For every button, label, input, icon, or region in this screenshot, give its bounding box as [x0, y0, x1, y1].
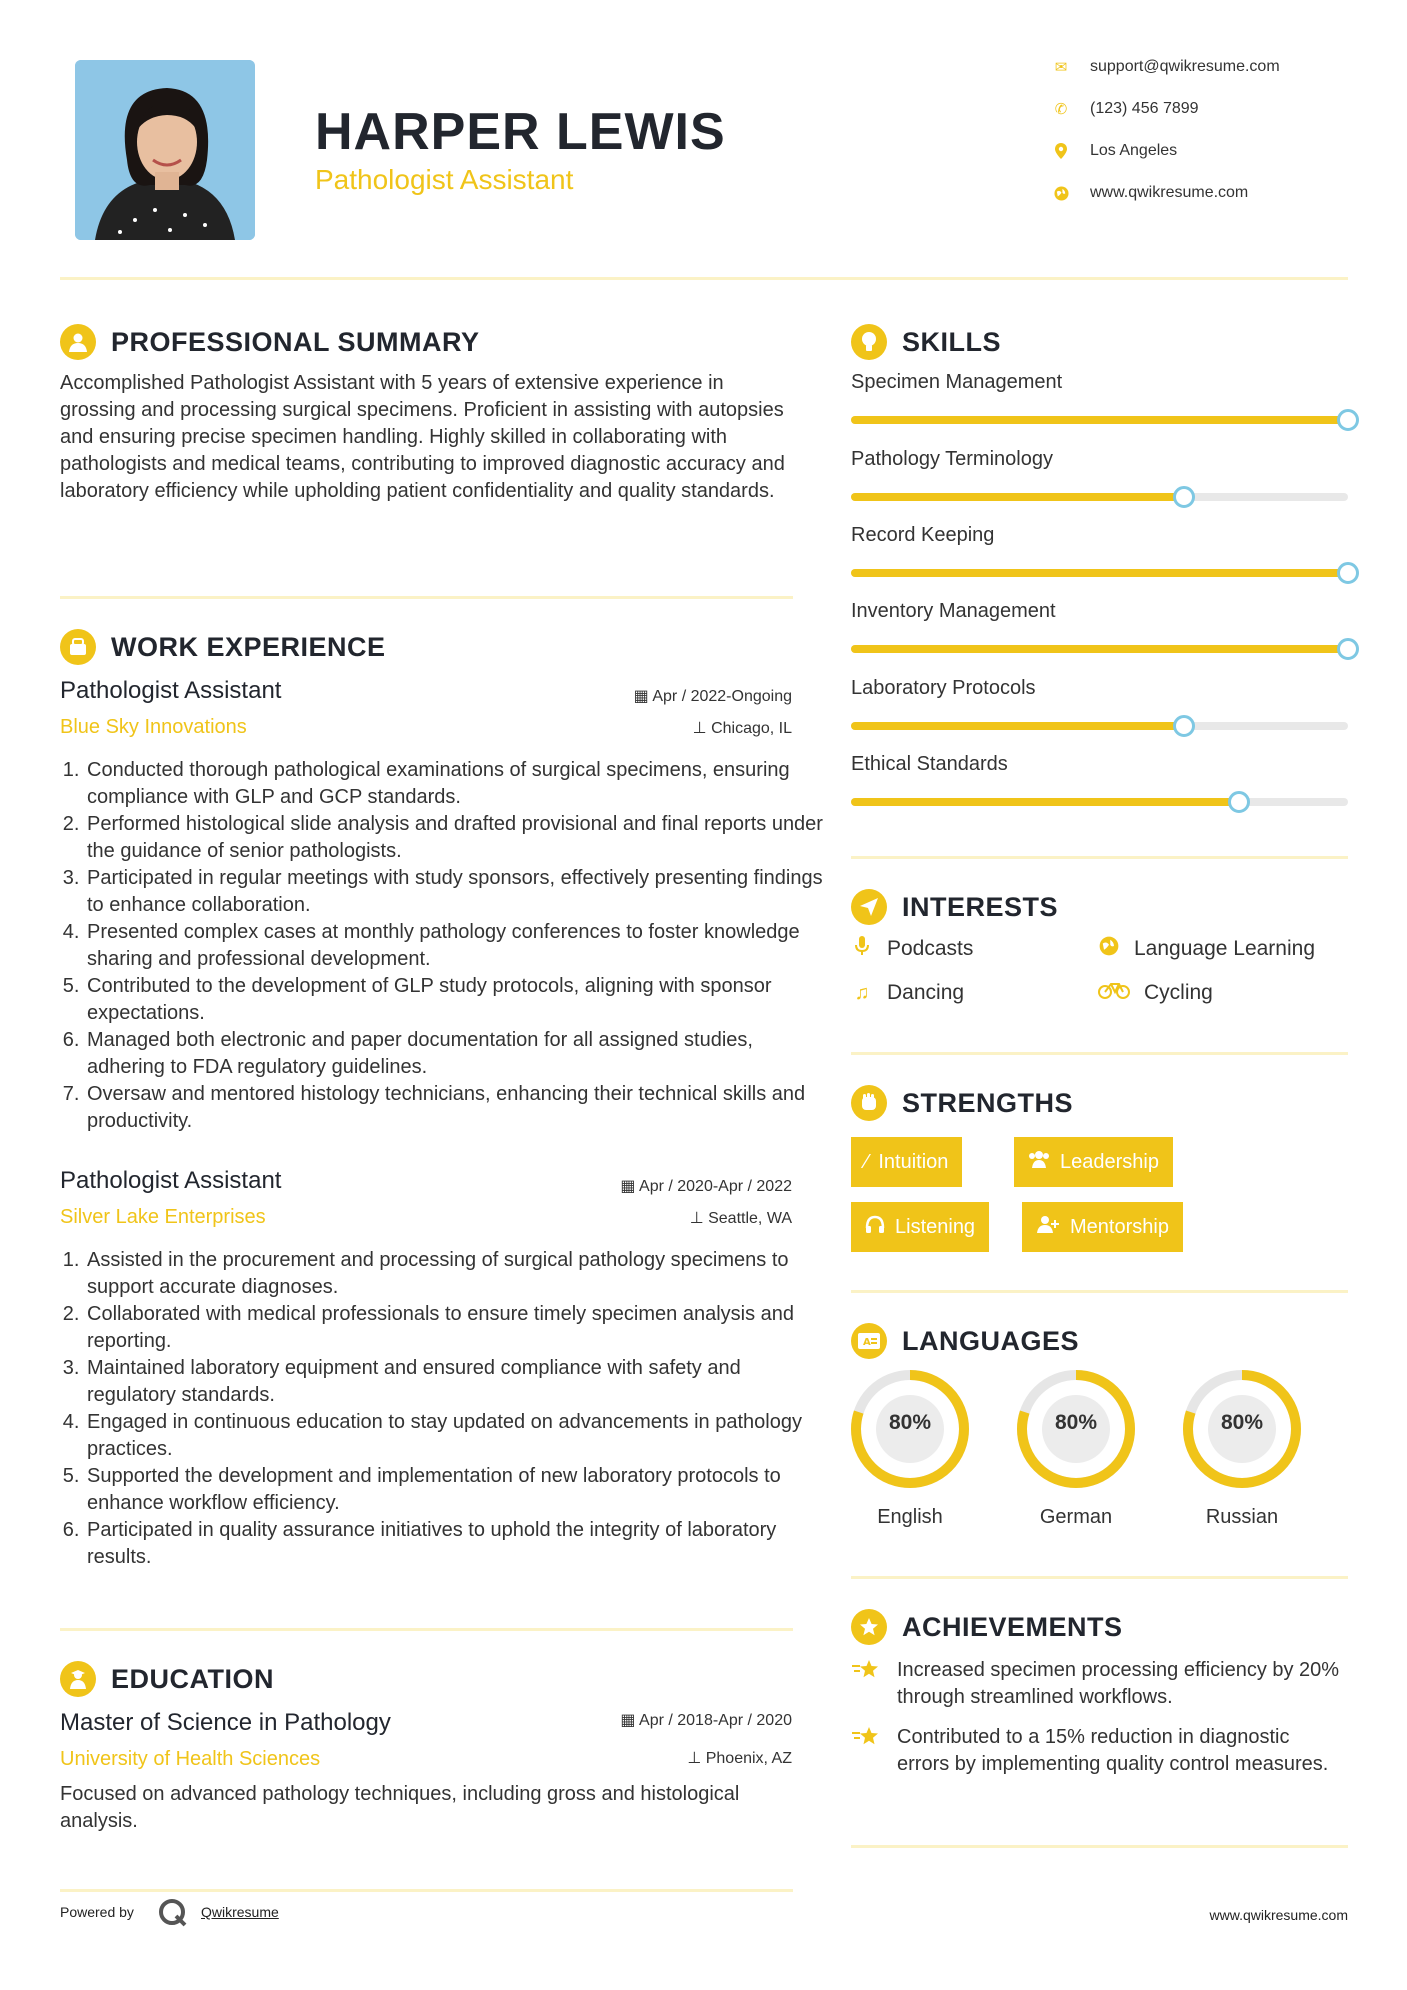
skill-label: Record Keeping: [851, 524, 995, 546]
language-ring: [1180, 1367, 1304, 1491]
skill-label: Inventory Management: [851, 600, 1056, 622]
skill-bar: [851, 645, 1348, 653]
profile-photo: [75, 60, 255, 240]
achievement-item: Contributed to a 15% reduction in diagnostic errors by implementing quality control measures.: [851, 1724, 1348, 1778]
strengths-divider: [851, 1290, 1348, 1293]
lightbulb-icon: [851, 324, 887, 360]
skill-bar: [851, 416, 1348, 424]
contact-email-text: support@qwikresume.com: [1090, 58, 1280, 75]
skill-bar: [851, 493, 1348, 501]
job-1-location: ⊥ Chicago, IL: [692, 720, 792, 737]
job-1-date: ▦ Apr / 2022-Ongoing: [633, 688, 792, 705]
strength-badge: Leadership: [1014, 1137, 1173, 1187]
job-2-title: Pathologist Assistant: [60, 1167, 282, 1194]
list-item: 6. Participated in quality assurance initiatives to uphold the integrity of laboratory results.: [85, 1517, 830, 1571]
education-degree: Master of Science in Pathology: [60, 1709, 391, 1736]
summary-divider: [60, 596, 793, 599]
interests-title: INTERESTS: [902, 892, 1059, 922]
magic-wand-icon: ⁄: [865, 1150, 869, 1173]
summary-title: PROFESSIONAL SUMMARY: [111, 327, 480, 357]
contact-phone-text: (123) 456 7899: [1090, 100, 1199, 117]
qwikresume-link[interactable]: Qwikresume: [201, 1904, 279, 1920]
briefcase-icon: [60, 629, 96, 665]
skill-fill: [851, 798, 1239, 806]
interest-item: ♫ Dancing: [851, 981, 964, 1005]
list-item: 3. Participated in regular meetings with study sponsors, effectively presenting findings to enhance collaboration.: [85, 865, 830, 919]
calendar-icon: ▦: [620, 1712, 636, 1729]
list-item: 4. Presented complex cases at monthly pathology conferences to foster knowledge sharing and professional development.: [85, 919, 830, 973]
skill-knob: [1173, 715, 1195, 737]
calendar-icon: ▦: [633, 688, 649, 705]
footer-url[interactable]: www.qwikresume.com: [1209, 1907, 1348, 1923]
skill-fill: [851, 722, 1184, 730]
candidate-name: HARPER LEWIS: [315, 103, 726, 161]
languages-divider: [851, 1576, 1348, 1579]
list-item: 1. Assisted in the procurement and processing of surgical pathology specimens to support accurate diagnoses.: [85, 1247, 830, 1301]
skill-label: Specimen Management: [851, 371, 1063, 393]
contact-email[interactable]: [1052, 58, 1280, 76]
skills-divider: [851, 856, 1348, 859]
globe-icon: [1098, 936, 1120, 962]
users-icon: [1028, 1150, 1050, 1174]
skill-fill: [851, 493, 1184, 501]
skill-label: Ethical Standards: [851, 753, 1008, 775]
qwikresume-logo-icon: [158, 1898, 188, 1933]
interest-item: Cycling: [1098, 981, 1213, 1005]
list-item: 3. Maintained laboratory equipment and ensured compliance with safety and regulatory standards.: [85, 1355, 830, 1409]
bicycle-icon: [1098, 981, 1130, 1005]
skill-bar: [851, 722, 1348, 730]
achievement-item: Increased specimen processing efficiency by 20% through streamlined workflows.: [851, 1657, 1348, 1711]
language-ring: [1014, 1367, 1138, 1491]
strength-badge: Listening: [851, 1202, 989, 1252]
education-divider: [60, 1889, 793, 1892]
education-date: ▦ Apr / 2018-Apr / 2020: [620, 1712, 792, 1729]
skill-fill: [851, 569, 1348, 577]
skill-label: Pathology Terminology: [851, 448, 1053, 470]
list-item: 5. Supported the development and implementation of new laboratory protocols to enhance workflow efficiency.: [85, 1463, 830, 1517]
skill-label: Laboratory Protocols: [851, 677, 1036, 699]
header-divider: [60, 277, 1348, 280]
interest-item: Language Learning: [1098, 936, 1315, 962]
language-icon: [851, 1323, 887, 1359]
education-school: University of Health Sciences: [60, 1748, 321, 1770]
skill-bar: [851, 569, 1348, 577]
achievements-divider: [851, 1845, 1348, 1848]
language-label: German: [1039, 1506, 1113, 1528]
fist-icon: [851, 1085, 887, 1121]
graduate-icon: [60, 1661, 96, 1697]
skill-fill: [851, 416, 1348, 424]
strength-badge: ⁄ Intuition: [851, 1137, 962, 1187]
pin-icon: ⊥: [689, 1210, 704, 1227]
skill-knob: [1228, 791, 1250, 813]
list-item: 2. Collaborated with medical professionals to ensure timely specimen analysis and reporting.: [85, 1301, 830, 1355]
language-percent: 80%: [1220, 1411, 1264, 1434]
work-title: WORK EXPERIENCE: [111, 632, 386, 662]
strength-badge: Mentorship: [1022, 1202, 1183, 1252]
microphone-icon: [851, 936, 873, 962]
language-percent: 80%: [888, 1411, 932, 1434]
list-item: 5. Contributed to the development of GLP study protocols, aligning with sponsor expectations.: [85, 973, 830, 1027]
phone-icon: ✆: [1054, 101, 1068, 118]
skill-knob: [1337, 562, 1359, 584]
language-ring: [848, 1367, 972, 1491]
user-icon: [60, 324, 96, 360]
user-plus-icon: [1036, 1215, 1060, 1239]
list-item: 4. Engaged in continuous education to stay updated on advancements in pathology practices.: [85, 1409, 830, 1463]
interest-item: Podcasts: [851, 936, 973, 962]
job-1-title: Pathologist Assistant: [60, 677, 282, 704]
education-title: EDUCATION: [111, 1664, 274, 1694]
list-item: 6. Managed both electronic and paper documentation for all assigned studies, adhering to FDA regulatory guidelines.: [85, 1027, 830, 1081]
shooting-star-icon: [851, 1724, 885, 1778]
language-percent: 80%: [1054, 1411, 1098, 1434]
music-note-icon: ♫: [854, 981, 870, 1004]
summary-text: Accomplished Pathologist Assistant with 5 years of extensive experience in grossing and processing surgical specimens. Proficient in assisting with autopsies and ensuring precise specimen handling. Highly skilled in collaborating with pathologists and medical teams, contributing to improved diagnostic accuracy and laboratory efficiency while upholding patient confidentiality and quality standards.: [60, 372, 785, 502]
globe-icon: [1052, 184, 1070, 202]
list-item: 7. Oversaw and mentored histology technicians, enhancing their technical skills and productivity.: [85, 1081, 830, 1135]
skill-knob: [1173, 486, 1195, 508]
strengths-title: STRENGTHS: [902, 1088, 1074, 1118]
pin-icon: ⊥: [692, 720, 707, 737]
contact-website-text: www.qwikresume.com: [1090, 184, 1249, 201]
language-label: English: [877, 1506, 943, 1528]
skill-knob: [1337, 638, 1359, 660]
skills-title: SKILLS: [902, 327, 1002, 357]
education-location: ⊥ Phoenix, AZ: [687, 1750, 792, 1767]
pin-icon: ⊥: [687, 1750, 702, 1767]
work-divider: [60, 1628, 793, 1631]
list-item: 2. Performed histological slide analysis and drafted provisional and final reports under the guidance of senior pathologists.: [85, 811, 830, 865]
contact-phone[interactable]: [1052, 100, 1199, 118]
languages-title: LANGUAGES: [902, 1326, 1080, 1356]
powered-by-label: Powered by: [60, 1904, 134, 1920]
job-2-list: [52, 1247, 830, 1571]
contact-location-text: Los Angeles: [1090, 142, 1178, 159]
language-label: Russian: [1205, 1506, 1279, 1528]
star-icon: [851, 1609, 887, 1645]
job-1-list: [52, 757, 830, 1135]
job-2-date: ▦ Apr / 2020-Apr / 2022: [620, 1178, 792, 1195]
calendar-icon: ▦: [620, 1178, 636, 1195]
job-2-company: Silver Lake Enterprises: [60, 1206, 266, 1228]
skill-fill: [851, 645, 1348, 653]
job-1-company: Blue Sky Innovations: [60, 716, 247, 738]
paper-plane-icon: [851, 889, 887, 925]
map-pin-icon: [1052, 142, 1070, 160]
achievements-title: ACHIEVEMENTS: [902, 1612, 1123, 1642]
interests-divider: [851, 1052, 1348, 1055]
contact-website[interactable]: [1052, 184, 1248, 202]
skill-knob: [1337, 409, 1359, 431]
job-2-location: ⊥ Seattle, WA: [689, 1210, 792, 1227]
skill-bar: [851, 798, 1348, 806]
svg-text:A: A: [863, 1337, 871, 1348]
envelope-icon: ✉: [1054, 59, 1068, 76]
shooting-star-icon: [851, 1657, 885, 1711]
education-text: Focused on advanced pathology techniques, including gross and histological analysis.: [60, 1783, 740, 1832]
candidate-role: Pathologist Assistant: [315, 164, 574, 195]
list-item: 1. Conducted thorough pathological examinations of surgical specimens, ensuring compliance with GLP and GCP standards.: [85, 757, 830, 811]
contact-location: [1052, 142, 1177, 160]
headphones-icon: [865, 1215, 885, 1239]
